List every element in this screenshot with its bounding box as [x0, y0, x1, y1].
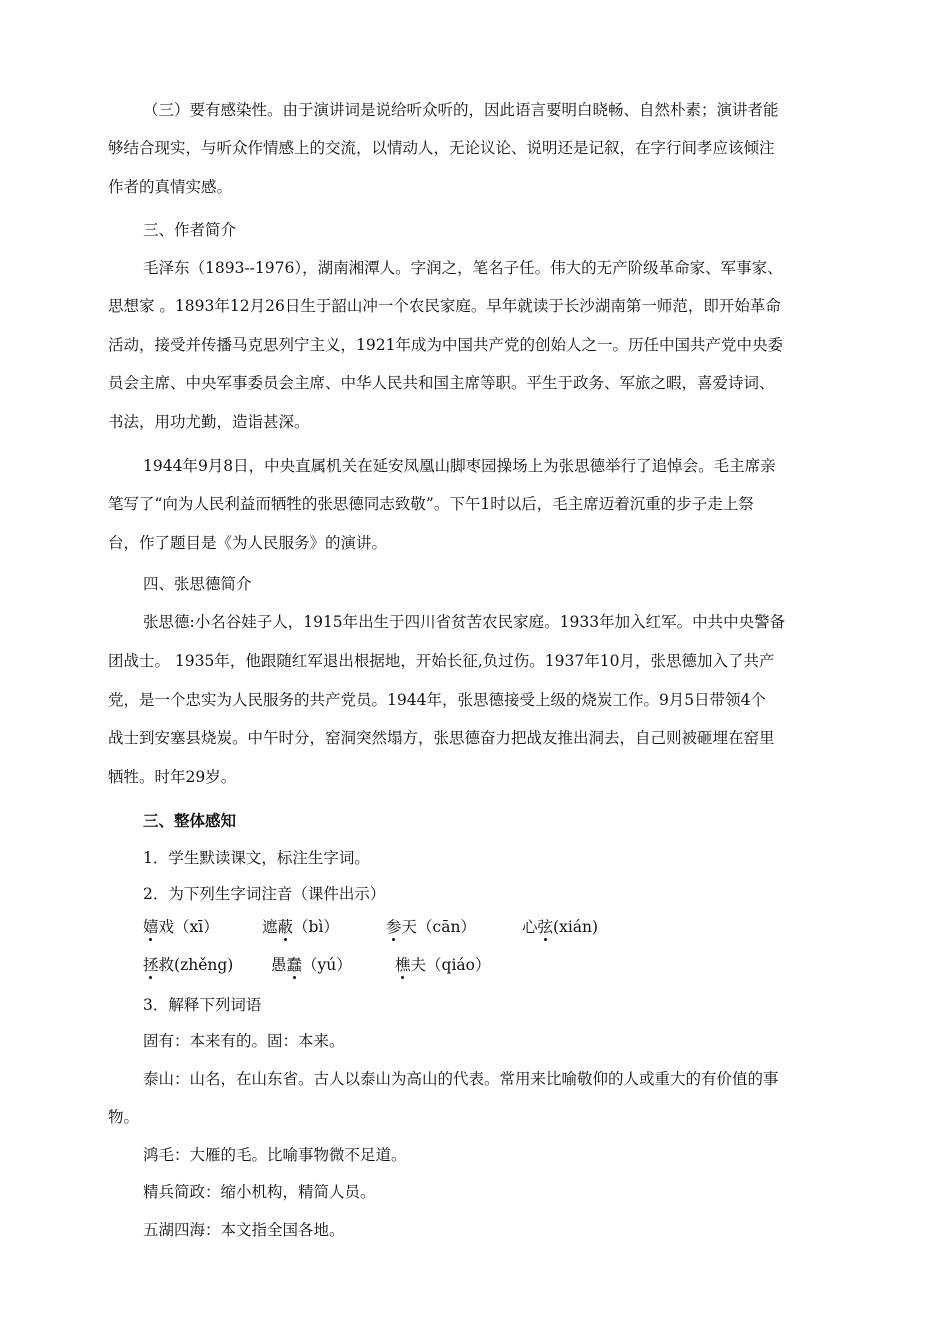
text-line: 张思德:小名谷娃子人，1915年出生于四川省贫苦农民家庭。1933年加入红军。中共中央警备	[143, 613, 786, 631]
text-line: 作者的真情实感。	[108, 178, 233, 196]
text-line: （三）要有感染性。由于演讲词是说给听众听的，因此语言要明白晓畅、自然朴素；演讲者能	[143, 101, 779, 119]
text-line: 书法，用功尤勤，造诣甚深。	[108, 413, 310, 431]
pinyin-word: 心弦(xián)	[522, 918, 599, 936]
text-line: 台，作了题目是《为人民服务》的演讲。	[108, 534, 388, 552]
text-line: 团战士。 1935年，他跟随红军退出根据地，开始长征,负过伤。1937年10月，张思德加入了共产	[108, 652, 775, 670]
list-item: 2．为下列生字词注音（课件出示）	[143, 885, 386, 903]
section-heading: 三、整体感知	[143, 811, 237, 830]
text-line: 战士到安塞县烧炭。中午时分，窑洞突然塌方，张思德奋力把战友推出洞去，自己则被砸埋在窑里	[108, 729, 775, 747]
pinyin-word: 樵夫（qiáo）	[395, 956, 491, 974]
definition: 五湖四海：本文指全国各地。	[143, 1221, 345, 1239]
pinyin-word: 嬉戏（xī）	[143, 918, 219, 936]
definition: 泰山：山名，在山东省。古人以泰山为高山的代表。常用来比喻敬仰的人或重大的有价值的事	[143, 1070, 779, 1088]
definition: 精兵简政：缩小机构，精简人员。	[143, 1183, 376, 1201]
pinyin-word: 愚蠢（yú）	[271, 956, 352, 974]
list-item: 3．解释下列词语	[143, 996, 262, 1014]
pinyin-word: 参天（cān）	[386, 918, 476, 936]
text-line: 1944年9月8日，中央直属机关在延安凤凰山脚枣园操场上为张思德举行了追悼会。毛主席亲	[143, 457, 776, 475]
list-item: 1．学生默读课文，标注生字词。	[143, 849, 370, 867]
definition: 固有：本来有的。固：本来。	[143, 1032, 345, 1050]
definition: 鸿毛：大雁的毛。比喻事物微不足道。	[143, 1146, 407, 1164]
text-line: 毛泽东（1893--1976），湖南湘潭人。字润之，笔名子任。伟大的无产阶级革命家、军事家、	[143, 259, 783, 277]
text-line: 党，是一个忠实为人民服务的共产党员。1944年，张思德接受上级的烧炭工作。9月5日带领4个	[108, 691, 767, 709]
pinyin-word: 拯救(zhěng)	[143, 956, 234, 974]
pinyin-word: 遮蔽（bì）	[262, 918, 339, 936]
text-line: 够结合现实，与听众作情感上的交流，以情动人，无论议论、说明还是记叙，在字行间孝应该倾注	[108, 139, 775, 157]
section-heading: 四、张思德简介	[143, 575, 252, 593]
text-line: 笔写了“向为人民利益而牺牲的张思德同志致敬”。下午1时以后，毛主席迈着沉重的步子走上祭	[108, 495, 754, 513]
text-line: 牺牲。时年29岁。	[108, 768, 237, 786]
text-line: 思想家 。1893年12月26日生于韶山冲一个农民家庭。早年就读于长沙湖南第一师范，即开始革命	[108, 297, 781, 315]
section-heading: 三、作者简介	[143, 221, 237, 239]
text-line: 活动，接受并传播马克思列宁主义，1921年成为中国共产党的创始人之一。历任中国共产党中央委	[108, 336, 783, 354]
text-line: 员会主席、中央军事委员会主席、中华人民共和国主席等职。平生于政务、军旅之暇，喜爱诗词、	[108, 374, 775, 392]
definition: 物。	[108, 1108, 140, 1126]
